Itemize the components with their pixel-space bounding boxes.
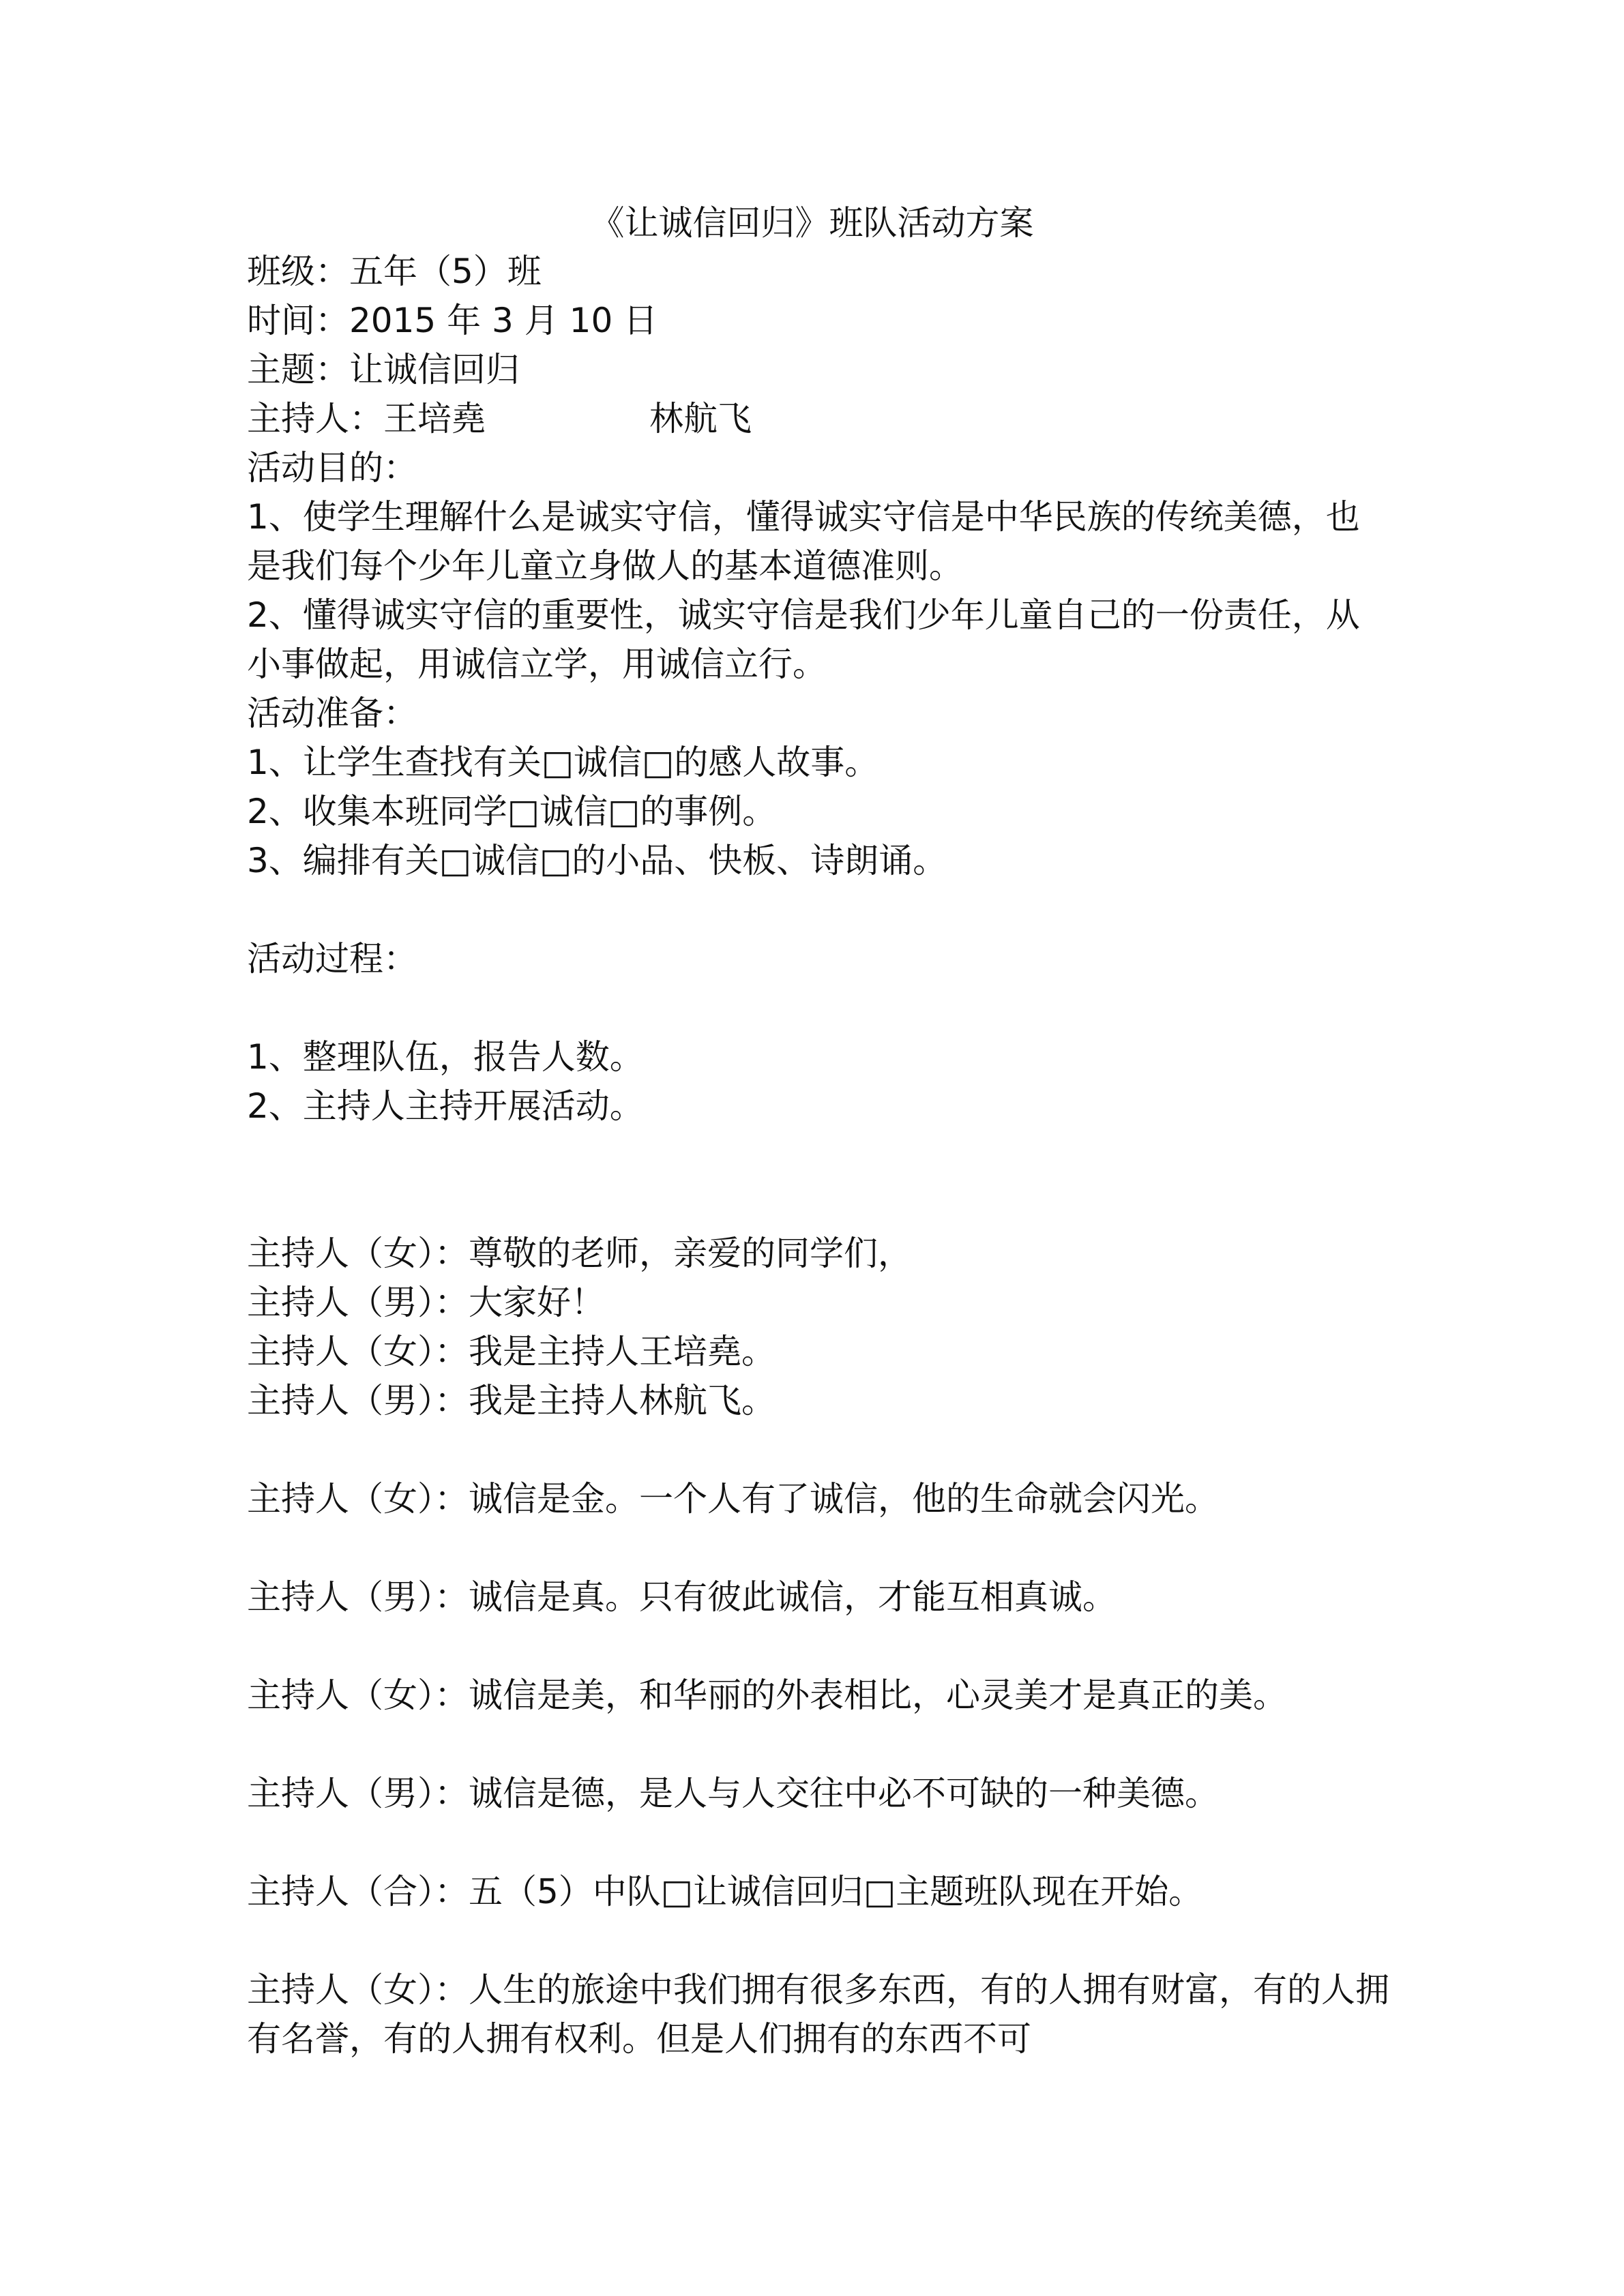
dialogue-line: 主持人（女）：人生的旅途中我们拥有很多东西，有的人拥有财富，有的人拥有名誉，有的人拥有权利。但是人们拥有的东西不可 (247, 1970, 1389, 2059)
dialogue-line: 主持人（合）：五（5）中队□让诚信回归□主题班队现在开始。 (247, 1872, 1203, 1911)
prep-item-2: 2、收集本班同学□诚信□的事例。 (247, 792, 777, 831)
purpose-heading: 活动目的： (247, 448, 417, 488)
host-second: 林航飞 (649, 399, 752, 438)
prep-heading: 活动准备： (247, 694, 417, 733)
purpose-item-1: 1、使学生理解什么是诚实守信，懂得诚实守信是中华民族的传统美德，也是我们每个少年儿童立身做人的基本道德准则。 (247, 497, 1360, 586)
document-body (247, 247, 1393, 2063)
dialogue-line: 主持人（男）：诚信是真。只有彼此诚信，才能互相真诚。 (247, 1577, 1117, 1617)
prep-item-1: 1、让学生查找有关□诚信□的感人故事。 (247, 743, 879, 782)
dialogue-line: 主持人（女）：我是主持人王培堯。 (247, 1332, 776, 1371)
process-item-2: 2、主持人主持开展活动。 (247, 1086, 644, 1126)
host-line (247, 394, 1393, 443)
dialogue-line: 主持人（男）：诚信是德，是人与人交往中必不可缺的一种美德。 (247, 1774, 1219, 1813)
class-line: 班级：五年（5）班 (247, 252, 542, 291)
document-title: 《让诚信回归》班队活动方案 (590, 203, 1034, 243)
process-heading: 活动过程： (247, 939, 417, 979)
host-label: 主持人：王培堯 (247, 399, 486, 438)
purpose-item-2: 2、懂得诚实守信的重要性，诚实守信是我们少年儿童自己的一份责任，从小事做起，用诚信立学，用诚信立行。 (247, 595, 1360, 684)
time-line: 时间：2015 年 3 月 10 日 (247, 301, 658, 340)
dialogue-line: 主持人（女）：诚信是美，和华丽的外表相比，心灵美才是真正的美。 (247, 1675, 1287, 1715)
dialogue-line: 主持人（女）：诚信是金。一个人有了诚信，他的生命就会闪光。 (247, 1479, 1219, 1519)
dialogue-line: 主持人（男）：大家好！ (247, 1283, 605, 1322)
dialogue-line: 主持人（男）：我是主持人林航飞。 (247, 1381, 776, 1420)
dialogue-line: 主持人（女）：尊敬的老师，亲爱的同学们， (247, 1234, 912, 1273)
theme-line: 主题：让诚信回归 (247, 350, 520, 389)
process-item-1: 1、整理队伍，报告人数。 (247, 1037, 644, 1077)
prep-item-3: 3、编排有关□诚信□的小品、快板、诗朗诵。 (247, 841, 947, 880)
